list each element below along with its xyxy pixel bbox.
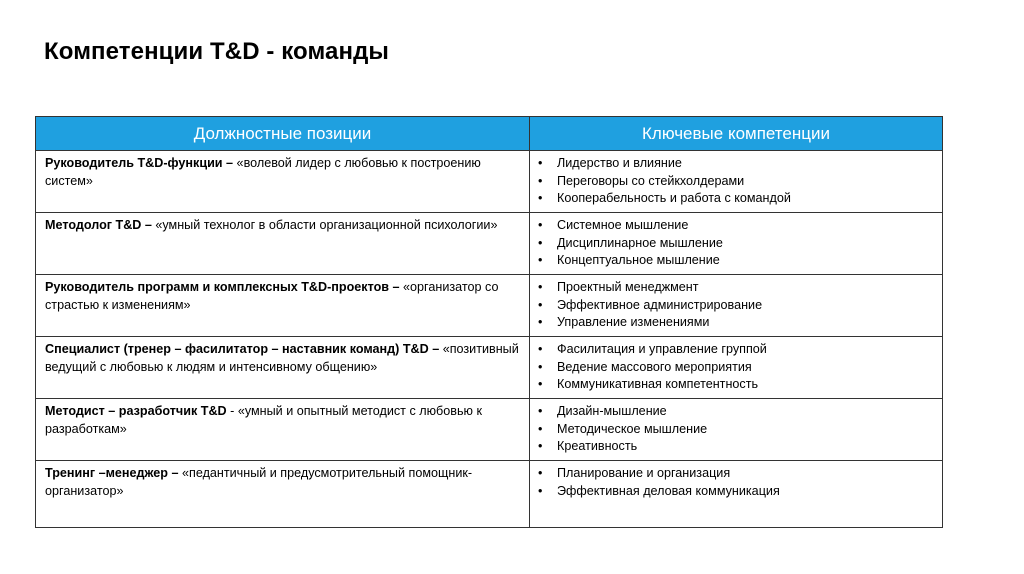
competency-item: • Дисциплинарное мышление	[535, 235, 936, 253]
position-title: Методист – разработчик T&D	[45, 404, 227, 418]
table-row	[36, 337, 943, 399]
position-cell	[36, 213, 530, 275]
position-cell	[36, 399, 530, 461]
competency-item: • Ведение массового мероприятия	[535, 359, 936, 377]
table-row	[36, 213, 943, 275]
competency-item: • Концептуальное мышление	[535, 252, 936, 270]
slide-title: Компетенции T&D - команды	[44, 38, 390, 65]
position-description: - «умный и опытный методист с любовью к разработкам»	[45, 404, 482, 436]
position-cell	[36, 151, 530, 213]
table-row	[36, 399, 943, 461]
competency-item: • Эффективное администрирование	[535, 297, 936, 315]
competency-item: • Эффективная деловая коммуникация	[535, 483, 936, 501]
position-title: Тренинг –менеджер –	[45, 466, 179, 480]
competencies-cell	[530, 151, 943, 213]
position-cell	[36, 461, 530, 528]
table-header-row	[36, 117, 943, 151]
position-description: «умный технолог в области организационной психологии»	[151, 218, 498, 232]
header-positions: Должностные позиции	[36, 117, 530, 151]
position-title: Методолог T&D –	[45, 218, 152, 232]
position-cell	[36, 275, 530, 337]
competency-list	[535, 465, 936, 500]
competencies-cell	[530, 213, 943, 275]
position-description: «педантичный и предусмотрительный помощник-организатор»	[45, 466, 473, 498]
position-cell	[36, 337, 530, 399]
competency-item: • Креативность	[535, 438, 936, 456]
competencies-cell	[530, 399, 943, 461]
position-title: Руководитель программ и комплексных T&D-проектов –	[45, 280, 400, 294]
position-description: «позитивный ведущий с любовью к людям и интенсивному общению»	[45, 342, 519, 374]
position-title: Специалист (тренер – фасилитатор – наставник команд) T&D –	[45, 342, 440, 356]
competency-item: • Кооперабельность и работа с командой	[535, 190, 936, 208]
competency-item: • Проектный менеджмент	[535, 279, 936, 297]
competencies-cell	[530, 337, 943, 399]
competency-item: • Переговоры со стейкхолдерами	[535, 173, 936, 191]
table-row	[36, 275, 943, 337]
competency-list	[535, 341, 936, 394]
competency-list	[535, 155, 936, 208]
competencies-cell	[530, 275, 943, 337]
competencies-cell	[530, 461, 943, 528]
competency-table	[35, 116, 943, 528]
competency-item: • Методическое мышление	[535, 421, 936, 439]
competency-item: • Коммуникативная компетентность	[535, 376, 936, 394]
table-row	[36, 151, 943, 213]
competency-table-wrapper	[35, 116, 942, 528]
competency-item: • Дизайн-мышление	[535, 403, 936, 421]
competency-item: • Лидерство и влияние	[535, 155, 936, 173]
competency-list	[535, 403, 936, 456]
header-competencies: Ключевые компетенции	[530, 117, 943, 151]
position-description: «волевой лидер с любовью к построению систем»	[45, 156, 481, 188]
competency-list	[535, 217, 936, 270]
competency-item: • Управление изменениями	[535, 314, 936, 332]
position-title: Руководитель T&D-функции –	[45, 156, 234, 170]
competency-list	[535, 279, 936, 332]
competency-item: • Фасилитация и управление группой	[535, 341, 936, 359]
table-row	[36, 461, 943, 528]
competency-item: • Системное мышление	[535, 217, 936, 235]
competency-item: • Планирование и организация	[535, 465, 936, 483]
position-description: «организатор со страстью к изменениям»	[45, 280, 499, 312]
